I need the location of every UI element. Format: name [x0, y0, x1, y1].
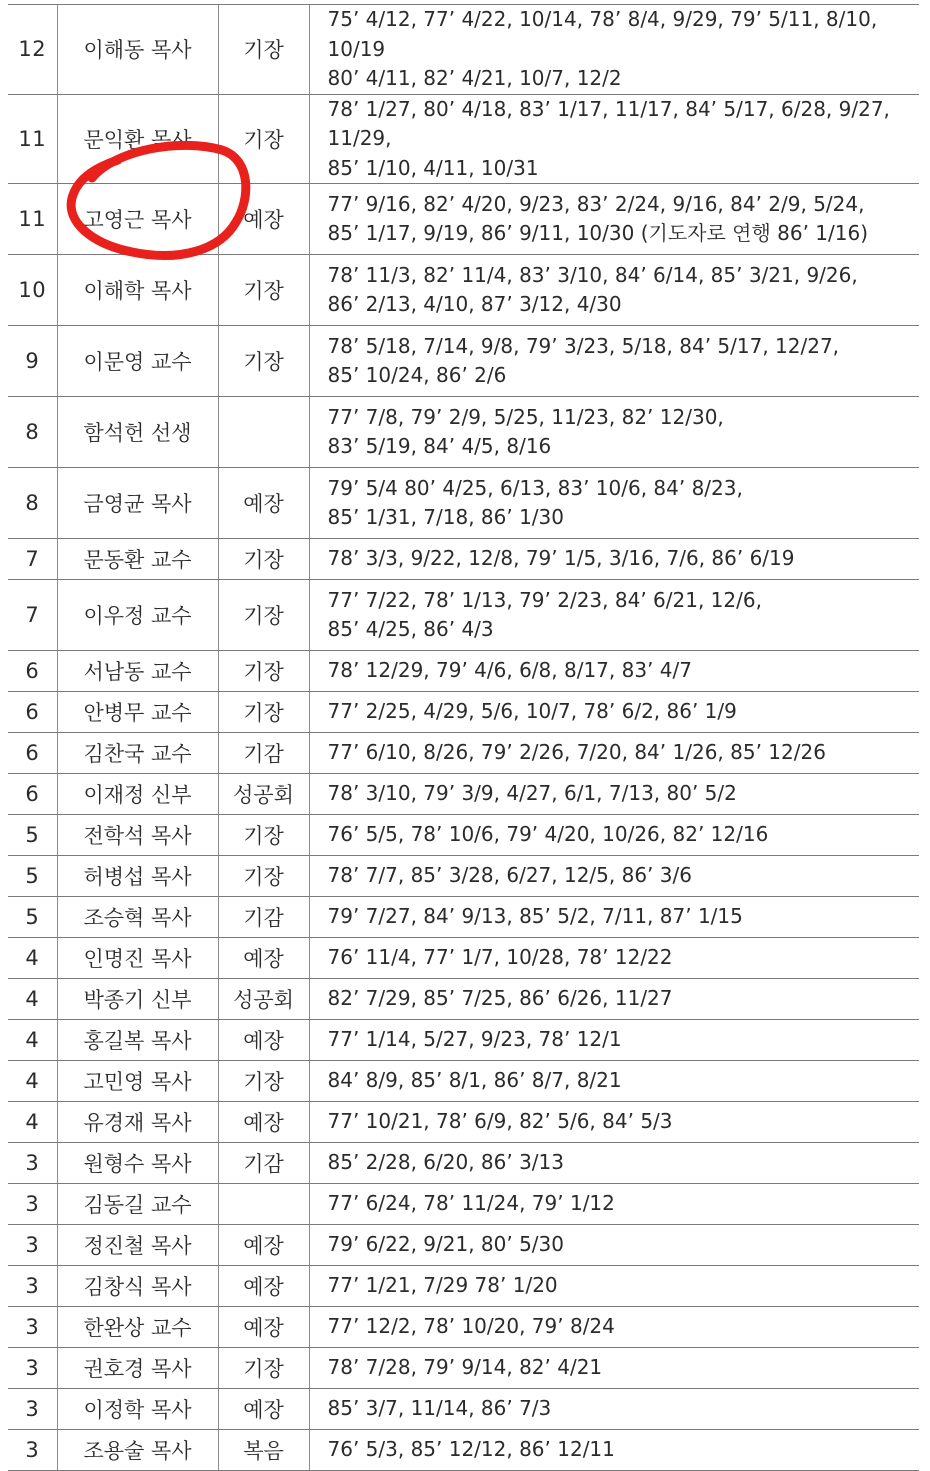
- dates-cell: [309, 1061, 919, 1102]
- dates-text: 78’ 3/10, 79’ 3/9, 4/27, 6/1, 7/13, 80’ 5/2: [327, 781, 737, 806]
- dates-text: 77’ 1/14, 5/27, 9/23, 78’ 12/1: [327, 1027, 622, 1052]
- dates-text: 75’ 4/12, 77’ 4/22, 10/14, 78’ 8/4, 9/29, 79’ 5/11, 8/10, 10/19 80’ 4/11, 82’ 4/21, 10/7, 12/2: [327, 7, 878, 90]
- dates-cell: [309, 397, 919, 468]
- dates-cell: [309, 1348, 919, 1389]
- dates-text: 78’ 1/27, 80’ 4/18, 83’ 1/17, 11/17, 84’ 5/17, 6/28, 9/27, 11/29, 85’ 1/10, 4/11, 10/31: [327, 96, 890, 180]
- dates-cell: [309, 255, 919, 326]
- dates-cell: [309, 1389, 919, 1430]
- count-cell: 3: [8, 1348, 57, 1389]
- name-cell: 이정학 목사: [57, 1389, 218, 1430]
- count-cell: 8: [8, 397, 57, 468]
- dates-text: 78’ 5/18, 7/14, 9/8, 79’ 3/23, 5/18, 84’ 5/17, 12/27, 85’ 10/24, 86’ 2/6: [327, 333, 840, 387]
- denomination-cell: 기장: [218, 326, 309, 397]
- dates-cell: [309, 468, 919, 539]
- dates-cell: [309, 979, 919, 1020]
- dates-cell: [309, 5, 919, 95]
- dates-cell: [309, 1020, 919, 1061]
- table-row: [8, 1266, 919, 1307]
- dates-text: 84’ 8/9, 85’ 8/1, 86’ 8/7, 8/21: [327, 1068, 622, 1093]
- name-cell: 권호경 목사: [57, 1348, 218, 1389]
- name-cell: 문동환 교수: [57, 539, 218, 580]
- denomination-cell: 기장: [218, 1348, 309, 1389]
- name-cell: 이해학 목사: [57, 255, 218, 326]
- dates-cell: [309, 856, 919, 897]
- name-cell: 원형수 목사: [57, 1143, 218, 1184]
- denomination-cell: 예장: [218, 184, 309, 255]
- count-cell: 3: [8, 1307, 57, 1348]
- dates-cell: [309, 733, 919, 774]
- count-cell: 3: [8, 1143, 57, 1184]
- dates-text: 76’ 5/5, 78’ 10/6, 79’ 4/20, 10/26, 82’ 12/16: [327, 822, 769, 847]
- name-cell: 이해동 목사: [57, 5, 218, 95]
- count-cell: 8: [8, 468, 57, 539]
- name-cell: 한완상 교수: [57, 1307, 218, 1348]
- count-cell: 7: [8, 539, 57, 580]
- count-cell: 7: [8, 580, 57, 651]
- dates-text: 77’ 6/10, 8/26, 79’ 2/26, 7/20, 84’ 1/26, 85’ 12/26: [327, 740, 826, 765]
- count-cell: 3: [8, 1389, 57, 1430]
- denomination-cell: 기감: [218, 897, 309, 938]
- dates-text: 82’ 7/29, 85’ 7/25, 86’ 6/26, 11/27: [327, 986, 673, 1011]
- count-cell: 6: [8, 774, 57, 815]
- count-cell: 10: [8, 255, 57, 326]
- dates-text: 77’ 1/21, 7/29 78’ 1/20: [327, 1273, 558, 1298]
- denomination-cell: 기감: [218, 733, 309, 774]
- name-cell: 인명진 목사: [57, 938, 218, 979]
- table-row: [8, 94, 919, 184]
- dates-cell: [309, 774, 919, 815]
- table-row: [8, 1102, 919, 1143]
- table-row: [8, 184, 919, 255]
- table-row: [8, 255, 919, 326]
- name-cell: 함석헌 선생: [57, 397, 218, 468]
- dates-cell: [309, 94, 919, 184]
- dates-cell: [309, 651, 919, 692]
- denomination-cell: 기장: [218, 651, 309, 692]
- table-row: [8, 692, 919, 733]
- name-cell: 이우정 교수: [57, 580, 218, 651]
- count-cell: 6: [8, 651, 57, 692]
- table-row: [8, 1225, 919, 1266]
- name-cell: 홍길복 목사: [57, 1020, 218, 1061]
- denomination-cell: 기장: [218, 856, 309, 897]
- dates-text: 77’ 2/25, 4/29, 5/6, 10/7, 78’ 6/2, 86’ 1/9: [327, 699, 737, 724]
- dates-text: 77’ 7/8, 79’ 2/9, 5/25, 11/23, 82’ 12/30, 83’ 5/19, 84’ 4/5, 8/16: [327, 404, 724, 458]
- dates-text: 77’ 10/21, 78’ 6/9, 82’ 5/6, 84’ 5/3: [327, 1109, 673, 1134]
- records-table: [8, 4, 919, 1471]
- name-cell: 정진철 목사: [57, 1225, 218, 1266]
- dates-text: 78’ 3/3, 9/22, 12/8, 79’ 1/5, 3/16, 7/6, 86’ 6/19: [327, 546, 795, 571]
- count-cell: 4: [8, 979, 57, 1020]
- dates-text: 78’ 7/28, 79’ 9/14, 82’ 4/21: [327, 1355, 603, 1380]
- count-cell: 3: [8, 1225, 57, 1266]
- denomination-cell: [218, 397, 309, 468]
- denomination-cell: 기장: [218, 1061, 309, 1102]
- denomination-cell: 예장: [218, 1225, 309, 1266]
- table-row: [8, 938, 919, 979]
- name-cell: 고영근 목사: [57, 184, 218, 255]
- count-cell: 3: [8, 1266, 57, 1307]
- count-cell: 4: [8, 1061, 57, 1102]
- table-row: [8, 5, 919, 95]
- count-cell: 4: [8, 938, 57, 979]
- denomination-cell: 예장: [218, 1266, 309, 1307]
- dates-text: 85’ 3/7, 11/14, 86’ 7/3: [327, 1396, 552, 1421]
- dates-cell: [309, 1143, 919, 1184]
- dates-text: 76’ 5/3, 85’ 12/12, 86’ 12/11: [327, 1437, 615, 1462]
- denomination-cell: [218, 1184, 309, 1225]
- dates-cell: [309, 897, 919, 938]
- name-cell: 조승혁 목사: [57, 897, 218, 938]
- count-cell: 11: [8, 94, 57, 184]
- denomination-cell: 기장: [218, 539, 309, 580]
- dates-text: 85’ 2/28, 6/20, 86’ 3/13: [327, 1150, 564, 1175]
- name-cell: 고민영 목사: [57, 1061, 218, 1102]
- name-cell: 조용술 목사: [57, 1430, 218, 1471]
- denomination-cell: 기장: [218, 94, 309, 184]
- table-body: [8, 5, 919, 1471]
- dates-cell: [309, 326, 919, 397]
- dates-cell: [309, 184, 919, 255]
- denomination-cell: 성공회: [218, 774, 309, 815]
- table-row: [8, 1389, 919, 1430]
- denomination-cell: 기장: [218, 580, 309, 651]
- denomination-cell: 예장: [218, 1020, 309, 1061]
- name-cell: 박종기 신부: [57, 979, 218, 1020]
- count-cell: 3: [8, 1430, 57, 1471]
- table-row: [8, 1184, 919, 1225]
- table-row: [8, 897, 919, 938]
- dates-cell: [309, 815, 919, 856]
- table-row: [8, 539, 919, 580]
- dates-cell: [309, 1225, 919, 1266]
- name-cell: 김동길 교수: [57, 1184, 218, 1225]
- denomination-cell: 예장: [218, 468, 309, 539]
- dates-text: 77’ 12/2, 78’ 10/20, 79’ 8/24: [327, 1314, 615, 1339]
- dates-cell: [309, 1102, 919, 1143]
- table-row: [8, 468, 919, 539]
- name-cell: 서남동 교수: [57, 651, 218, 692]
- count-cell: 5: [8, 815, 57, 856]
- table-row: [8, 397, 919, 468]
- count-cell: 4: [8, 1020, 57, 1061]
- dates-cell: [309, 1184, 919, 1225]
- table-row: [8, 733, 919, 774]
- count-cell: 6: [8, 692, 57, 733]
- denomination-cell: 기장: [218, 255, 309, 326]
- name-cell: 전학석 목사: [57, 815, 218, 856]
- count-cell: 9: [8, 326, 57, 397]
- dates-text: 78’ 7/7, 85’ 3/28, 6/27, 12/5, 86’ 3/6: [327, 863, 692, 888]
- table-row: [8, 1143, 919, 1184]
- table-row: [8, 979, 919, 1020]
- table-row: [8, 326, 919, 397]
- dates-text: 79’ 7/27, 84’ 9/13, 85’ 5/2, 7/11, 87’ 1/15: [327, 904, 743, 929]
- name-cell: 안병무 교수: [57, 692, 218, 733]
- dates-text: 76’ 11/4, 77’ 1/7, 10/28, 78’ 12/22: [327, 945, 673, 970]
- count-cell: 3: [8, 1184, 57, 1225]
- denomination-cell: 복음: [218, 1430, 309, 1471]
- count-cell: 5: [8, 897, 57, 938]
- name-cell: 김찬국 교수: [57, 733, 218, 774]
- count-cell: 5: [8, 856, 57, 897]
- denomination-cell: 예장: [218, 938, 309, 979]
- table-row: [8, 651, 919, 692]
- table-row: [8, 580, 919, 651]
- table-row: [8, 1061, 919, 1102]
- name-cell: 이문영 교수: [57, 326, 218, 397]
- count-cell: 12: [8, 5, 57, 95]
- dates-cell: [309, 1307, 919, 1348]
- table-row: [8, 1430, 919, 1471]
- dates-cell: [309, 580, 919, 651]
- denomination-cell: 기장: [218, 815, 309, 856]
- name-cell: 유경재 목사: [57, 1102, 218, 1143]
- table-row: [8, 815, 919, 856]
- name-cell: 이재정 신부: [57, 774, 218, 815]
- denomination-cell: 예장: [218, 1307, 309, 1348]
- table-row: [8, 856, 919, 897]
- dates-text: 77’ 9/16, 82’ 4/20, 9/23, 83’ 2/24, 9/16, 84’ 2/9, 5/24, 85’ 1/17, 9/19, 86’ 9/11, 10/30 (기도자로 연행 86’ 1/16): [327, 191, 869, 245]
- dates-cell: [309, 1266, 919, 1307]
- count-cell: 4: [8, 1102, 57, 1143]
- name-cell: 금영균 목사: [57, 468, 218, 539]
- dates-cell: [309, 938, 919, 979]
- name-cell: 문익환 목사: [57, 94, 218, 184]
- denomination-cell: 예장: [218, 1102, 309, 1143]
- dates-cell: [309, 539, 919, 580]
- denomination-cell: 기장: [218, 692, 309, 733]
- dates-text: 77’ 6/24, 78’ 11/24, 79’ 1/12: [327, 1191, 615, 1216]
- table-row: [8, 1307, 919, 1348]
- name-cell: 허병섭 목사: [57, 856, 218, 897]
- dates-text: 79’ 6/22, 9/21, 80’ 5/30: [327, 1232, 564, 1257]
- count-cell: 11: [8, 184, 57, 255]
- denomination-cell: 예장: [218, 1389, 309, 1430]
- name-cell: 김창식 목사: [57, 1266, 218, 1307]
- table-row: [8, 1020, 919, 1061]
- dates-text: 78’ 12/29, 79’ 4/6, 6/8, 8/17, 83’ 4/7: [327, 658, 692, 683]
- table-row: [8, 774, 919, 815]
- dates-cell: [309, 692, 919, 733]
- count-cell: 6: [8, 733, 57, 774]
- table-row: [8, 1348, 919, 1389]
- dates-cell: [309, 1430, 919, 1471]
- denomination-cell: 기감: [218, 1143, 309, 1184]
- dates-text: 78’ 11/3, 82’ 11/4, 83’ 3/10, 84’ 6/14, 85’ 3/21, 9/26, 86’ 2/13, 4/10, 87’ 3/12, 4/30: [327, 262, 858, 316]
- dates-text: 79’ 5/4 80’ 4/25, 6/13, 83’ 10/6, 84’ 8/23, 85’ 1/31, 7/18, 86’ 1/30: [327, 475, 743, 529]
- denomination-cell: 성공회: [218, 979, 309, 1020]
- denomination-cell: 기장: [218, 5, 309, 95]
- dates-text: 77’ 7/22, 78’ 1/13, 79’ 2/23, 84’ 6/21, 12/6, 85’ 4/25, 86’ 4/3: [327, 587, 762, 641]
